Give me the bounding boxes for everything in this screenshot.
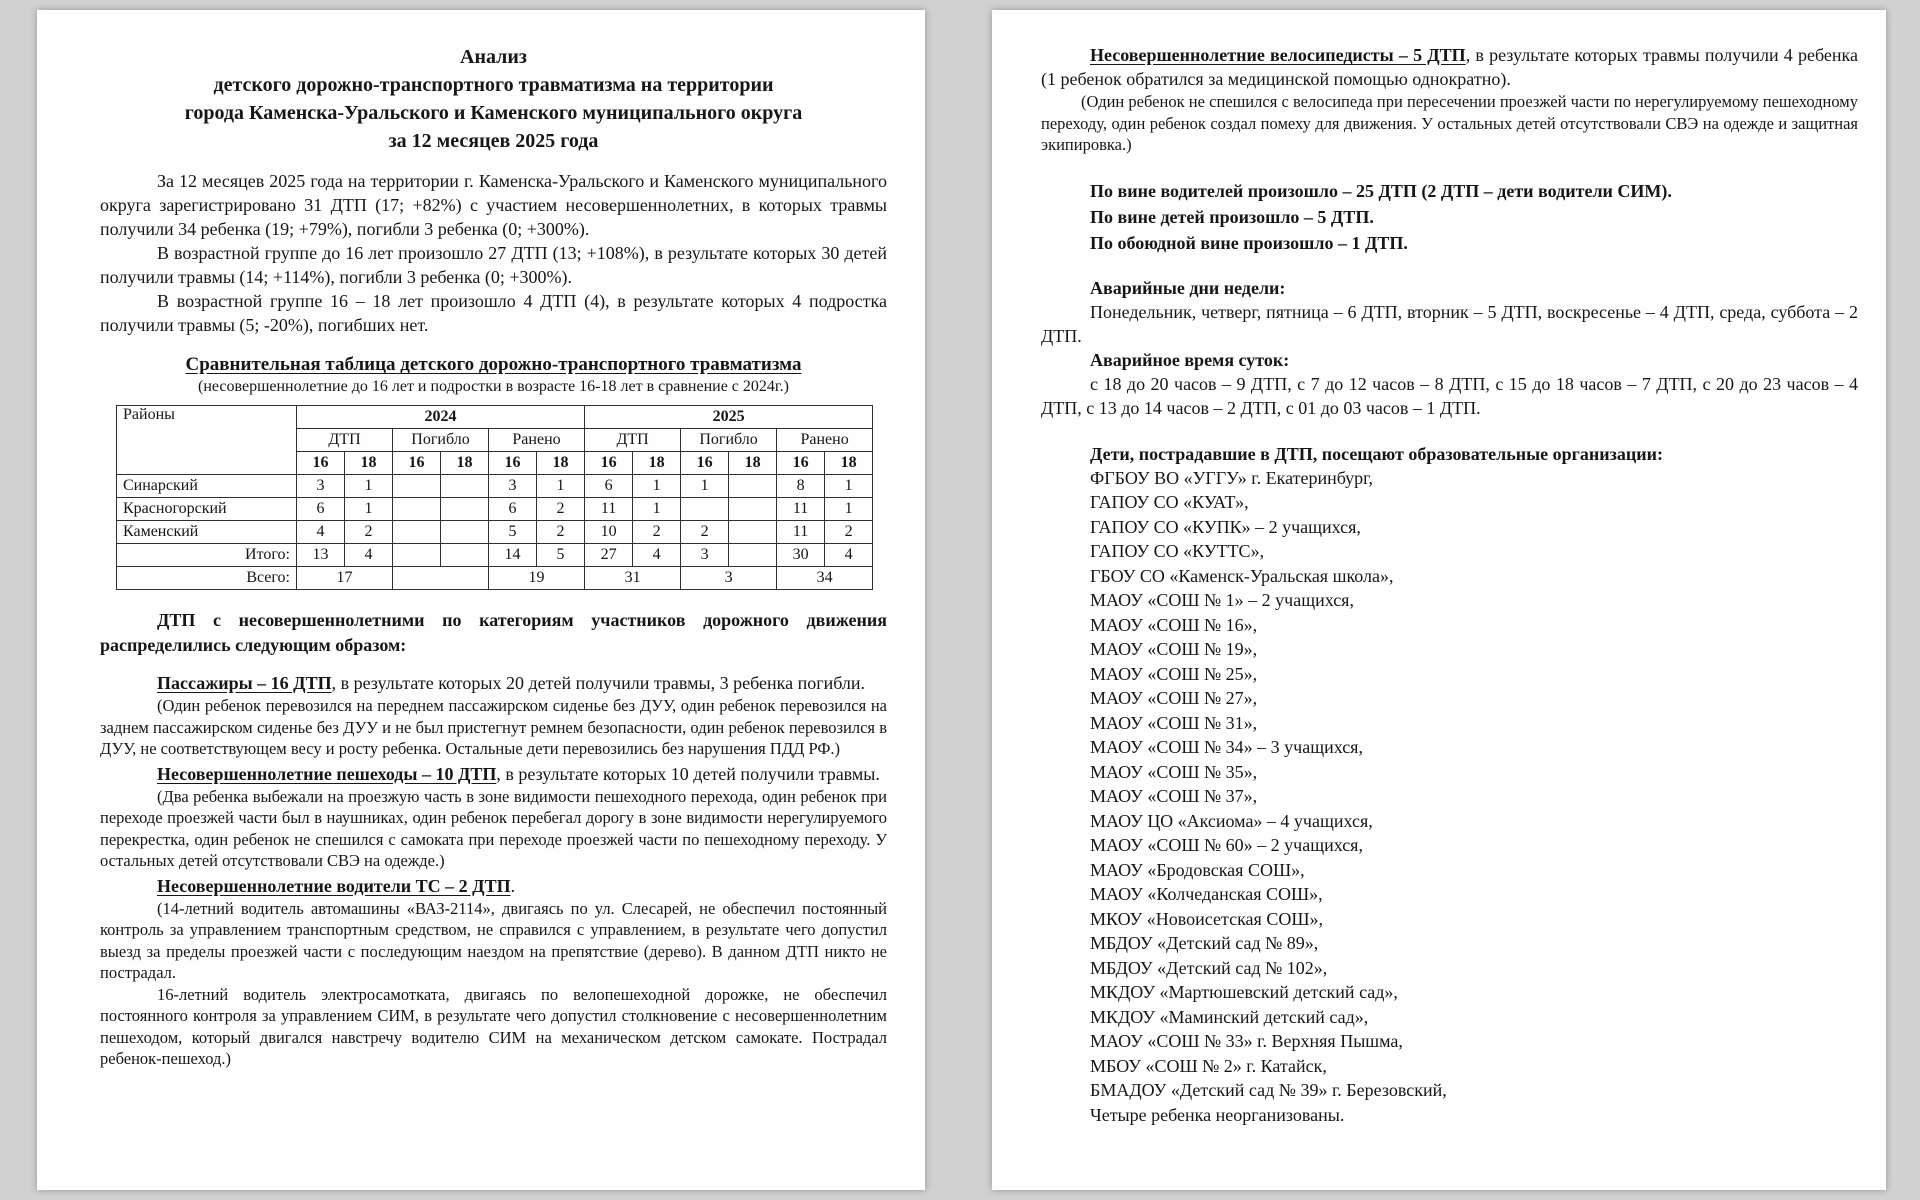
table-cell: 13 xyxy=(297,544,345,567)
table-cell xyxy=(729,521,777,544)
table-cell-region: Синарский xyxy=(117,475,297,498)
table-cell: 5 xyxy=(489,521,537,544)
org-list-item: ГАПОУ СО «КУАТ», xyxy=(1090,492,1249,512)
table-header-region: Районы xyxy=(117,406,297,475)
table-row-total xyxy=(117,567,873,590)
table-cell xyxy=(729,475,777,498)
accident-days-section xyxy=(1041,276,1858,420)
table-cell: 27 xyxy=(585,544,633,567)
fault-line-children: По вине детей произошло – 5 ДТП. xyxy=(1090,206,1374,227)
table-cell: 10 xyxy=(585,521,633,544)
cyclists-note: (Один ребенок не спешился с велосипеда при пересечении проезжей части по нерегулируемому пешеходному переходу, один ребенок создал помеху для движения. У остальных детей отсутствовали СВЭ на одежде и защитная экипировка.) xyxy=(1041,92,1858,154)
drivers-lead: Несовершеннолетние водители ТС – 2 ДТП xyxy=(157,875,511,896)
table-header-age: 16 xyxy=(393,452,441,475)
table-cell: 2 xyxy=(825,521,873,544)
education-heading: Дети, пострадавшие в ДТП, посещают образовательные организации: xyxy=(1090,443,1663,464)
org-list-item: МАОУ «СОШ № 34» – 3 учащихся, xyxy=(1090,737,1363,757)
fault-statistics xyxy=(1041,178,1858,256)
org-list-item: МАОУ «СОШ № 25», xyxy=(1090,663,1258,684)
table-cell: 4 xyxy=(297,521,345,544)
table-cell-total: 3 xyxy=(681,567,777,590)
table-header-age: 16 xyxy=(585,452,633,475)
pedestrians-note: (Два ребенка выбежали на проезжую часть в зоне видимости пешеходного перехода, один ребенок при переходе проезжей части был в наушниках, один ребенок перебегал дорогу в зоне видимости нерегулируемого перекрестка, один ребенок не спешился с самоката при переходе проезжей части по пешеходному переходу. У остальных детей отсутствовали СВЭ на одежде.) xyxy=(100,786,887,870)
table-cell xyxy=(441,521,489,544)
org-list-item: БМАДОУ «Детский сад № 39» г. Березовский, xyxy=(1090,1080,1447,1100)
cyclists-lead: Несовершеннолетние велосипедисты – 5 ДТП xyxy=(1090,45,1466,65)
page-right xyxy=(992,10,1886,1190)
table-cell xyxy=(393,475,441,498)
table-header-age: 18 xyxy=(345,452,393,475)
table-cell: 11 xyxy=(777,498,825,521)
table-cell xyxy=(681,498,729,521)
education-organizations-section xyxy=(1041,442,1858,1128)
table-cell xyxy=(393,544,441,567)
table-header-group: Погибло xyxy=(393,429,489,452)
table-cell: 2 xyxy=(633,521,681,544)
table-header-age: 16 xyxy=(777,452,825,475)
table-header-group: ДТП xyxy=(585,429,681,452)
document-title xyxy=(100,43,887,155)
table-cell: 3 xyxy=(489,475,537,498)
table-header-age: 18 xyxy=(537,452,585,475)
table-cell-total: 34 xyxy=(777,567,873,590)
table-header-age: 16 xyxy=(489,452,537,475)
passengers-heading xyxy=(100,671,887,695)
table-row-krasnogorsky xyxy=(117,498,873,521)
table-cell: 11 xyxy=(777,521,825,544)
table-cell xyxy=(441,475,489,498)
org-list-item: МАОУ «СОШ № 1» – 2 учащихся, xyxy=(1090,590,1354,610)
org-list-item: ГБОУ СО «Каменск-Уральская школа», xyxy=(1090,565,1394,586)
passengers-note: (Один ребенок перевозился на переднем пассажирском сиденье без ДУУ, один ребенок перевозился на заднем пассажирском сиденье без ДУУ и не был пристегнут ремнем безопасности, один ребенок перевозился в ДУУ, не соответствующем весу и росту ребенка. Остальные дети перевозились без нарушения ПДД РФ.) xyxy=(100,696,887,758)
table-cell: 1 xyxy=(537,475,585,498)
table-cell-total: 17 xyxy=(297,567,393,590)
table-cell-region: Красногорский xyxy=(117,498,297,521)
table-cell: 6 xyxy=(297,498,345,521)
table-cell-total xyxy=(393,567,489,590)
cyclists-heading xyxy=(1041,43,1858,91)
org-list-item: ГАПОУ СО «КУТТС», xyxy=(1090,541,1265,561)
table-cell: 6 xyxy=(489,498,537,521)
table-cell xyxy=(729,498,777,521)
table-header-year-2024: 2024 xyxy=(297,406,585,429)
table-header-age: 18 xyxy=(825,452,873,475)
org-list-item: МКДОУ «Мартюшевский детский сад», xyxy=(1090,982,1398,1002)
table-cell: 1 xyxy=(825,475,873,498)
org-list-item: ГАПОУ СО «КУПК» – 2 учащихся, xyxy=(1090,516,1361,537)
org-list-item: МАОУ «СОШ № 33» г. Верхняя Пышма, xyxy=(1090,1031,1403,1051)
table-cell: 4 xyxy=(825,544,873,567)
table-cell-region: Каменский xyxy=(117,521,297,544)
title-line: Анализ xyxy=(460,46,527,68)
cyclists-rest: , в результате которых травмы получили 4 ребенка (1 ребенок обратился за медицинской помощью однократно). xyxy=(1041,45,1858,89)
table-cell: 8 xyxy=(777,475,825,498)
table-cell: 3 xyxy=(681,544,729,567)
table-cell: 5 xyxy=(537,544,585,567)
table-cell: 2 xyxy=(537,521,585,544)
drivers-rest: . xyxy=(510,875,516,896)
drivers-note-1: (14-летний водитель автомашины «ВАЗ-2114», двигаясь по ул. Слесарей, не обеспечил постоянный контроль за управлением транспортным средством, не справился с управлением, в результате чего допустил выезд за пределы проезжей части с последующим наездом на препятствие (дерево). В данном ДТП никто не пострадал. xyxy=(100,898,887,982)
org-list-item: МКДОУ «Маминский детский сад», xyxy=(1090,1006,1369,1027)
table-row-sinarsky xyxy=(117,475,873,498)
org-list-item: МАОУ «Бродовская СОШ», xyxy=(1090,859,1305,880)
org-list-item: МБОУ «СОШ № 2» г. Катайск, xyxy=(1090,1055,1327,1076)
drivers-heading xyxy=(100,874,887,898)
accident-days-heading: Аварийные дни недели: xyxy=(1090,277,1286,298)
passengers-rest: , в результате которых 20 детей получили травмы, 3 ребенка погибли. xyxy=(331,673,866,693)
org-list-item: ФГБОУ ВО «УГГУ» г. Екатеринбург, xyxy=(1090,467,1374,488)
table-cell-subtotal-label: Итого: xyxy=(117,544,297,567)
table-header-age: 16 xyxy=(297,452,345,475)
page-left xyxy=(37,10,925,1190)
table-cell-total: 31 xyxy=(585,567,681,590)
title-line: города Каменска-Уральского и Каменского муниципального округа xyxy=(184,102,803,124)
table-header-age: 18 xyxy=(441,452,489,475)
table-cell xyxy=(729,544,777,567)
org-list-item: МАОУ «СОШ № 31», xyxy=(1090,712,1258,733)
table-header-group: Ранено xyxy=(489,429,585,452)
table-cell: 1 xyxy=(345,498,393,521)
table-header-age: 18 xyxy=(633,452,681,475)
table-cell: 3 xyxy=(297,475,345,498)
table-cell: 1 xyxy=(681,475,729,498)
table-cell xyxy=(441,544,489,567)
table-cell-total-label: Всего: xyxy=(117,567,297,590)
accident-time-text: с 18 до 20 часов – 9 ДТП, с 7 до 12 часов – 8 ДТП, с 15 до 18 часов – 7 ДТП, с 20 до 23 часов – 4 ДТП, с 13 до 14 часов – 2 ДТП, с 01 до 03 часов – 1 ДТП. xyxy=(1041,373,1858,418)
fault-line-drivers: По вине водителей произошло – 25 ДТП (2 ДТП – дети водители СИМ). xyxy=(1090,180,1672,201)
table-row-subtotal xyxy=(117,544,873,567)
table-header-row-years xyxy=(117,406,873,429)
table-cell: 4 xyxy=(345,544,393,567)
age-group-16-18-paragraph: В возрастной группе 16 – 18 лет произошло 4 ДТП (4), в результате которых 4 подростка получили травмы (5; -20%), погибших нет. xyxy=(100,291,887,335)
fault-line-mutual: По обоюдной вине произошло – 1 ДТП. xyxy=(1090,232,1408,253)
table-cell: 2 xyxy=(345,521,393,544)
org-list-item: МКОУ «Новоисетская СОШ», xyxy=(1090,908,1323,929)
accident-days-text: Понедельник, четверг, пятница – 6 ДТП, вторник – 5 ДТП, воскресенье – 4 ДТП, среда, суббота – 2 ДТП. xyxy=(1041,301,1858,346)
age-group-under16-paragraph: В возрастной группе до 16 лет произошло 27 ДТП (13; +108%), в результате которых 30 детей получили травмы (14; +114%), погибли 3 ребенка (0; +300%). xyxy=(100,243,887,287)
table-cell: 1 xyxy=(633,475,681,498)
comparison-table xyxy=(116,405,873,590)
table-cell: 2 xyxy=(537,498,585,521)
table-cell: 1 xyxy=(633,498,681,521)
pedestrians-lead: Несовершеннолетние пешеходы – 10 ДТП xyxy=(157,763,497,784)
table-cell: 6 xyxy=(585,475,633,498)
table-header-year-2025: 2025 xyxy=(585,406,873,429)
table-cell: 4 xyxy=(633,544,681,567)
table-cell xyxy=(393,498,441,521)
title-line: детского дорожно-транспортного травматизма на территории xyxy=(213,74,774,96)
org-list-item: МАОУ ЦО «Аксиома» – 4 учащихся, xyxy=(1090,810,1373,831)
table-cell xyxy=(393,521,441,544)
table-subtitle: (несовершеннолетние до 16 лет и подростки в возрасте 16-18 лет в сравнение с 2024г.) xyxy=(198,378,789,395)
table-cell: 14 xyxy=(489,544,537,567)
org-list-item: МАОУ «СОШ № 16», xyxy=(1090,614,1258,635)
org-list-item: МАОУ «СОШ № 19», xyxy=(1090,639,1258,659)
org-list-item: Четыре ребенка неорганизованы. xyxy=(1090,1104,1345,1125)
org-list-item: МАОУ «СОШ № 27», xyxy=(1090,688,1258,708)
table-header-group: ДТП xyxy=(297,429,393,452)
summary-paragraph: За 12 месяцев 2025 года на территории г. Каменска-Уральского и Каменского муниципального округа зарегистрировано 31 ДТП (17; +82%) с участием несовершеннолетних, в которых травмы получили 34 ребенка (19; +79%), погибли 3 ребенка (0; +300%). xyxy=(100,171,887,239)
org-list-item: МБДОУ «Детский сад № 102», xyxy=(1090,957,1328,978)
pedestrians-heading xyxy=(100,762,887,786)
table-cell-total: 19 xyxy=(489,567,585,590)
table-cell: 11 xyxy=(585,498,633,521)
table-cell: 2 xyxy=(681,521,729,544)
table-row-kamensky xyxy=(117,521,873,544)
table-cell: 1 xyxy=(825,498,873,521)
drivers-note-2: 16-летний водитель электросамотката, двигаясь по велопешеходной дорожке, не обеспечил постоянного контроля за управлением СИМ, в результате чего допустил столкновение с несовершеннолетним пешеходом, который двигался навстречу водителю СИМ на механическом детском самокате. Пострадал ребенок-пешеход.) xyxy=(100,984,887,1068)
org-list-item: МБДОУ «Детский сад № 89», xyxy=(1090,933,1319,953)
table-header-age: 16 xyxy=(681,452,729,475)
table-cell: 30 xyxy=(777,544,825,567)
org-list-item: МАОУ «Колчеданская СОШ», xyxy=(1090,884,1323,904)
org-list-item: МАОУ «СОШ № 35», xyxy=(1090,761,1258,782)
title-line: за 12 месяцев 2025 года xyxy=(388,130,599,152)
categories-intro: ДТП с несовершеннолетними по категориям участников дорожного движения распределились следующим образом: xyxy=(100,610,887,655)
passengers-lead: Пассажиры – 16 ДТП xyxy=(157,673,332,693)
org-list-item: МАОУ «СОШ № 37», xyxy=(1090,786,1258,806)
table-header-age: 18 xyxy=(729,452,777,475)
table-cell: 1 xyxy=(345,475,393,498)
table-header-group: Погибло xyxy=(681,429,777,452)
org-list-item: МАОУ «СОШ № 60» – 2 учащихся, xyxy=(1090,835,1363,855)
accident-time-heading: Аварийное время суток: xyxy=(1090,349,1290,370)
table-title: Сравнительная таблица детского дорожно-транспортного травматизма xyxy=(185,354,802,375)
pedestrians-rest: , в результате которых 10 детей получили травмы. xyxy=(496,763,880,784)
table-header-group: Ранено xyxy=(777,429,873,452)
table-cell xyxy=(441,498,489,521)
